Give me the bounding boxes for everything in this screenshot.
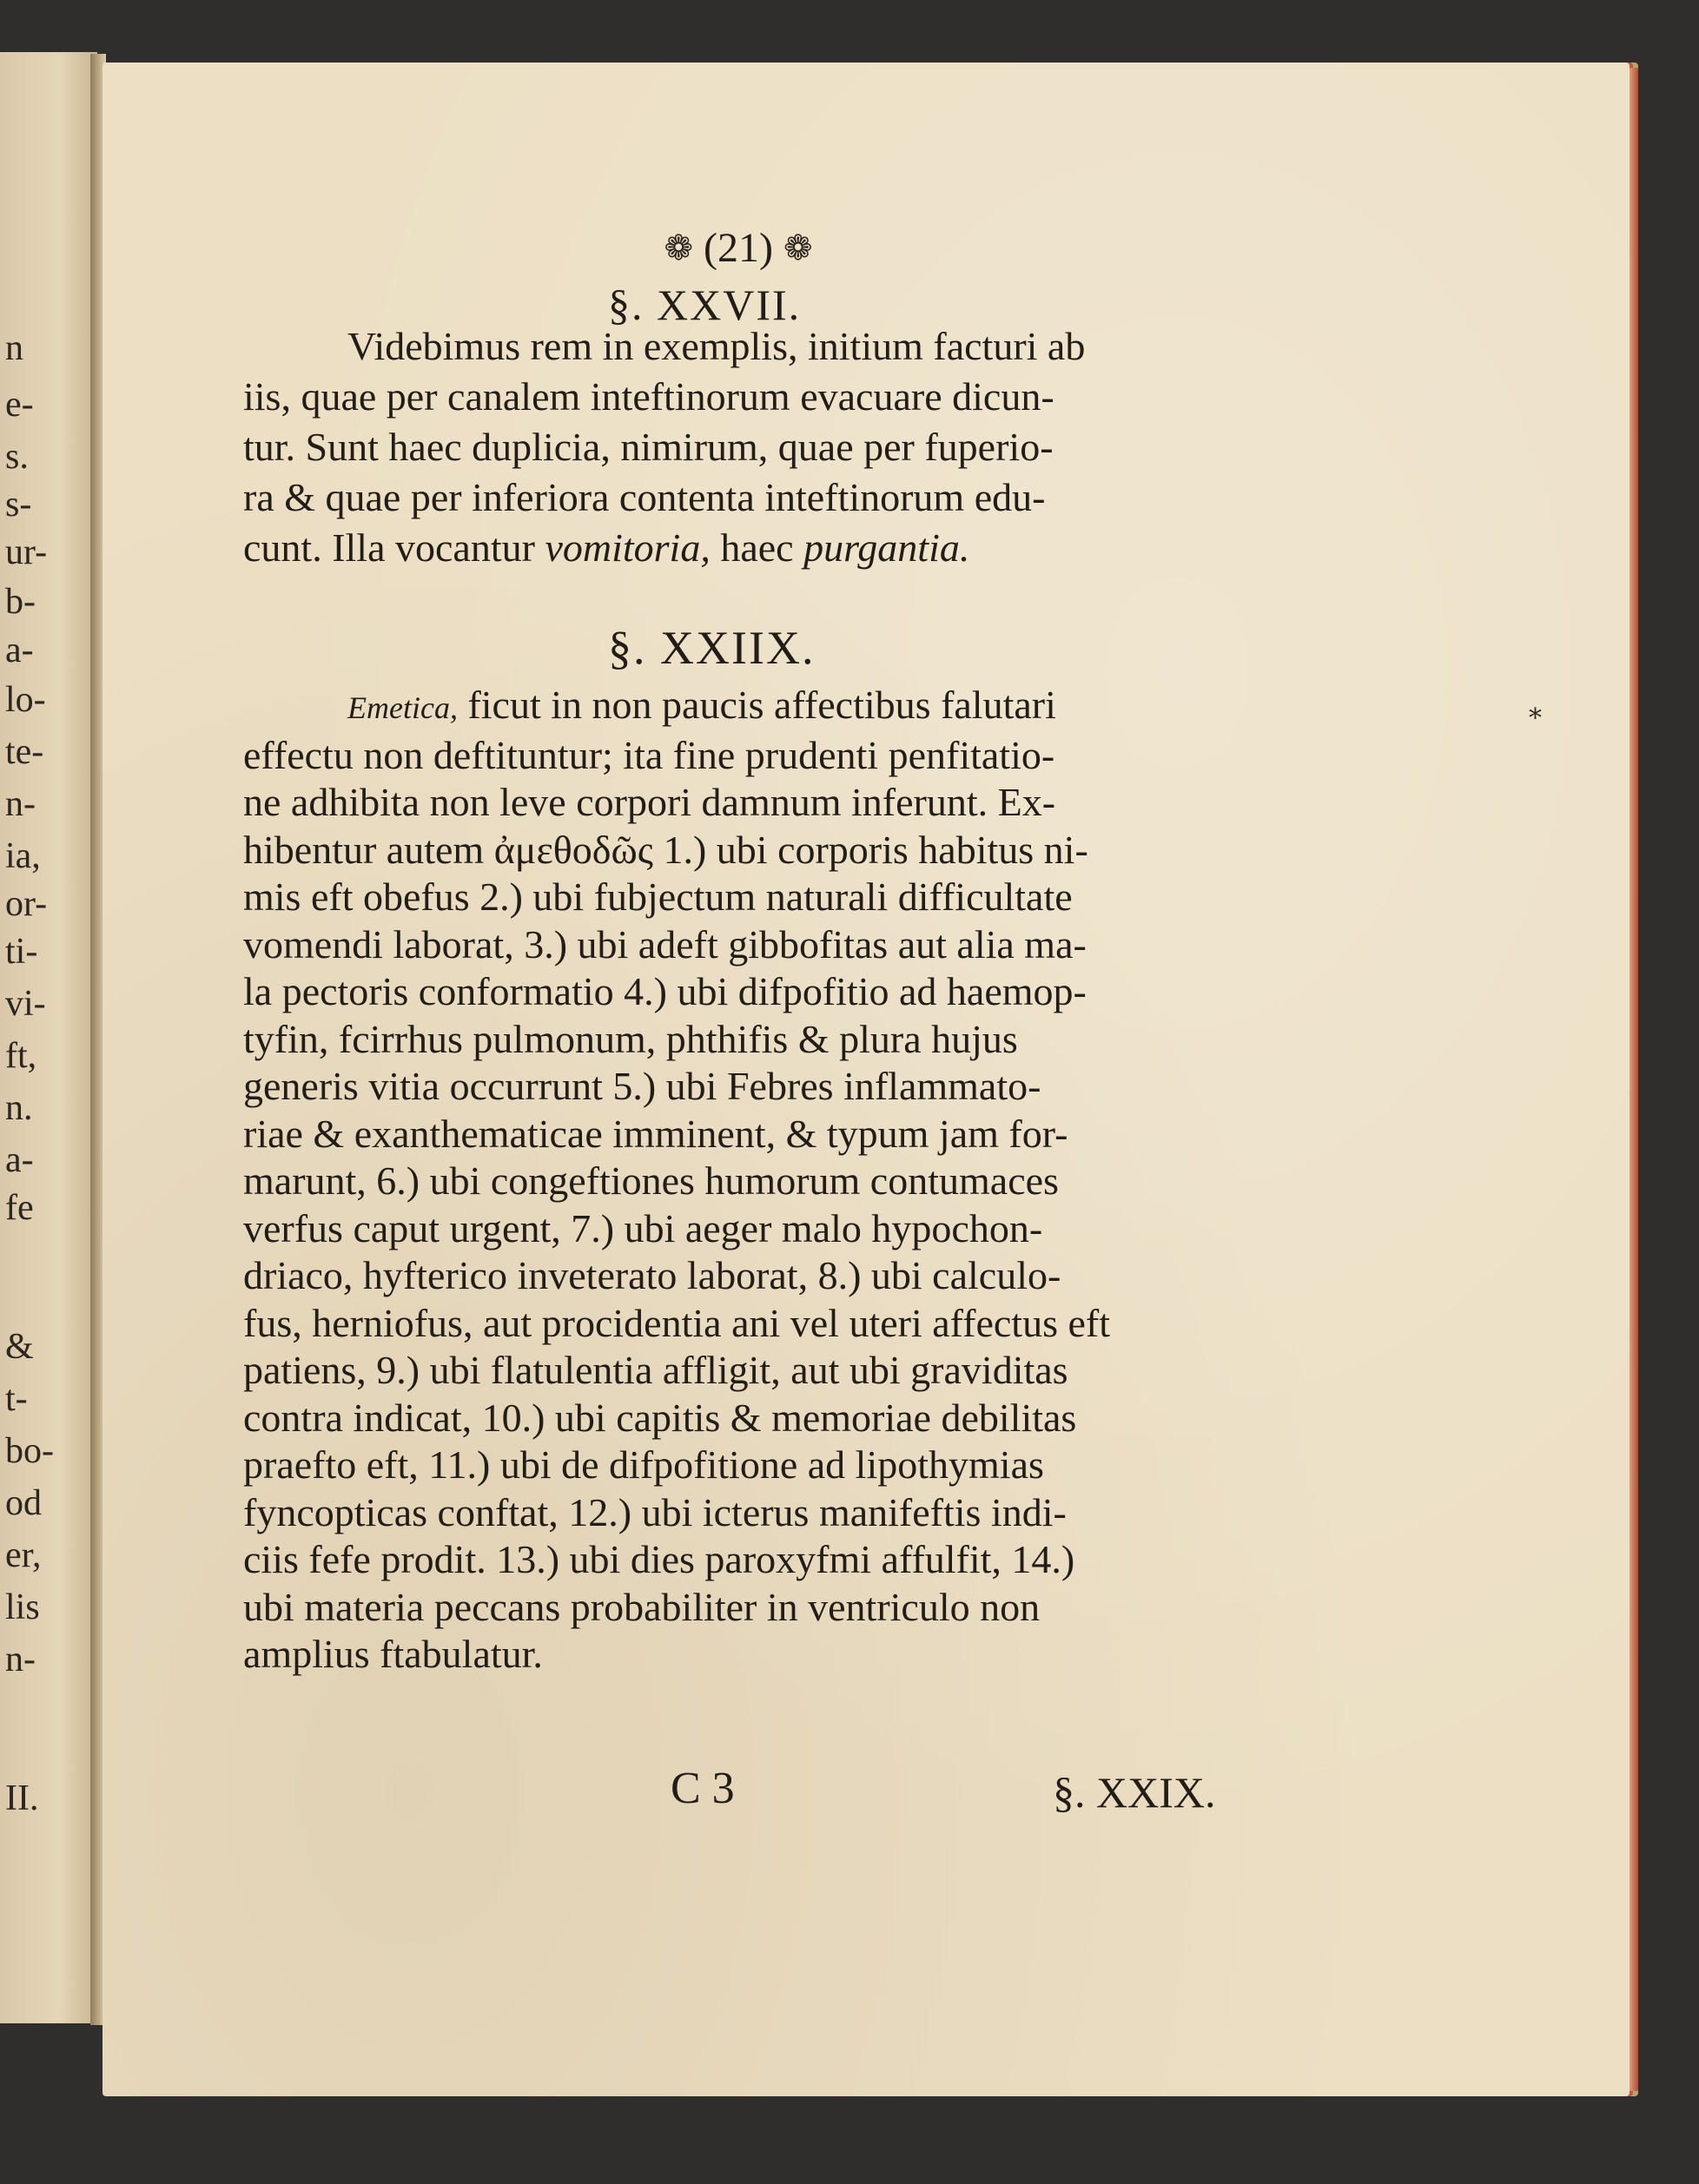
text-line: verfus caput urgent, 7.) ubi aeger malo hypochon- xyxy=(243,1205,1043,1250)
text-segment: cunt. Illa vocantur xyxy=(243,525,535,570)
text-line: ciis fefe prodit. 13.) ubi dies paroxyfmi affulfit, 14.) xyxy=(243,1537,1075,1581)
section-heading-xxiix: §. XXIIX. xyxy=(608,622,816,674)
left-fragment: ia, xyxy=(5,836,41,876)
left-fragment: vi- xyxy=(5,984,46,1024)
left-fragment: or- xyxy=(5,884,48,924)
left-fragment: II. xyxy=(5,1778,39,1818)
text-line: marunt, 6.) ubi congeftiones humorum contumaces xyxy=(243,1158,1059,1203)
page-number: (21) xyxy=(704,224,773,271)
text-line-first xyxy=(243,682,1233,732)
left-fragment: ur- xyxy=(5,532,48,572)
left-fragment: ft, xyxy=(5,1036,37,1076)
left-fragment: e- xyxy=(5,385,34,425)
text-line: hibentur autem ἀμεθοδῶς 1.) ubi corporis habitus ni- xyxy=(243,827,1088,872)
text-line: praefto eft, 11.) ubi de difpofitione ad lipothymias xyxy=(243,1442,1044,1487)
left-page-edge xyxy=(0,52,97,2023)
italic-term: vomitoria, xyxy=(545,525,711,570)
text-line: fyncopticas conftat, 12.) ubi icterus manifeftis indi- xyxy=(243,1489,1067,1534)
text-line: effectu non deftituntur; ita fine prudenti penfitatio- xyxy=(243,732,1055,777)
left-fragment: ti- xyxy=(5,932,38,972)
catchword: §. XXIX. xyxy=(1053,1768,1216,1817)
text-line: patiens, 9.) ubi flatulentia affligit, aut ubi graviditas xyxy=(243,1348,1068,1392)
left-fragment: & xyxy=(5,1327,34,1367)
left-fragment: er, xyxy=(5,1535,42,1575)
left-fragment: b- xyxy=(5,582,36,622)
section-heading-xxvii: §. XXVII. xyxy=(608,280,802,329)
page-header xyxy=(625,221,851,274)
flower-ornament-icon: ❁ xyxy=(664,228,694,267)
left-fragment: t- xyxy=(5,1379,28,1419)
paragraph-xxiix xyxy=(243,682,1233,1679)
left-fragment: n xyxy=(5,328,23,368)
left-fragment: lo- xyxy=(5,680,46,720)
left-fragment: a- xyxy=(5,1140,34,1180)
text-line: vomendi laborat, 3.) ubi adeft gibbofitas aut alia ma- xyxy=(243,921,1087,967)
text-line: driaco, hyfterico inveterato laborat, 8.) ubi calculo- xyxy=(243,1253,1061,1297)
page-edge xyxy=(1630,68,1638,2091)
text-line: ubi materia peccans probabiliter in ventriculo non xyxy=(243,1584,1041,1629)
text-segment: ficut in non paucis affectibus falutari xyxy=(457,683,1056,727)
flower-ornament-icon: ❁ xyxy=(783,228,813,267)
left-fragment: a- xyxy=(5,630,34,670)
text-line: amplius ftabulatur. xyxy=(243,1632,543,1676)
text-line: fus, herniofus, aut procidentia ani vel uteri affectus eft xyxy=(243,1300,1111,1345)
margin-mark-icon: ⁎ xyxy=(1529,695,1542,725)
left-fragment: fe xyxy=(5,1188,34,1228)
text-line: tyfin, fcirrhus pulmonum, phthifis & plura hujus xyxy=(243,1016,1018,1061)
text-line: Videbimus rem in exemplis, initium facturi ab xyxy=(347,324,1086,368)
signature-mark: C 3 xyxy=(671,1764,735,1813)
text-segment: haec xyxy=(710,525,804,570)
text-line: tur. Sunt haec duplicia, nimirum, quae per fuperio- xyxy=(243,425,1054,469)
text-line: la pectoris conformatio 4.) ubi difpofitio ad haemop- xyxy=(243,969,1087,1013)
left-fragment: s. xyxy=(5,437,29,477)
left-fragment: bo- xyxy=(5,1431,54,1471)
left-fragment: od xyxy=(5,1483,42,1523)
text-line-last xyxy=(243,523,1233,573)
italic-term: purgantia. xyxy=(803,525,970,570)
left-fragment: s- xyxy=(5,485,32,525)
text-line: riae & exanthematicae imminent, & typum jam for- xyxy=(243,1111,1068,1156)
text-line: ne adhibita non leve corpori damnum inferunt. Ex- xyxy=(243,780,1056,824)
text-line: iis, quae per canalem inteftinorum evacuare dicun- xyxy=(243,374,1054,419)
text-line: contra indicat, 10.) ubi capitis & memoriae debilitas xyxy=(243,1395,1077,1440)
text-line: generis vitia occurrunt 5.) ubi Febres inflammato- xyxy=(243,1064,1041,1108)
text-line: ra & quae per inferiora contenta inteftinorum edu- xyxy=(243,475,1046,519)
lead-word: Emetica, xyxy=(347,690,458,725)
left-fragment: n. xyxy=(5,1088,33,1128)
left-fragment: te- xyxy=(5,732,44,772)
left-fragment: n- xyxy=(5,1640,36,1679)
left-fragment: n- xyxy=(5,784,36,824)
text-line: mis eft obefus 2.) ubi fubjectum naturali difficultate xyxy=(243,874,1073,919)
paragraph-xxvii xyxy=(243,321,1233,573)
left-fragment: lis xyxy=(5,1587,40,1627)
